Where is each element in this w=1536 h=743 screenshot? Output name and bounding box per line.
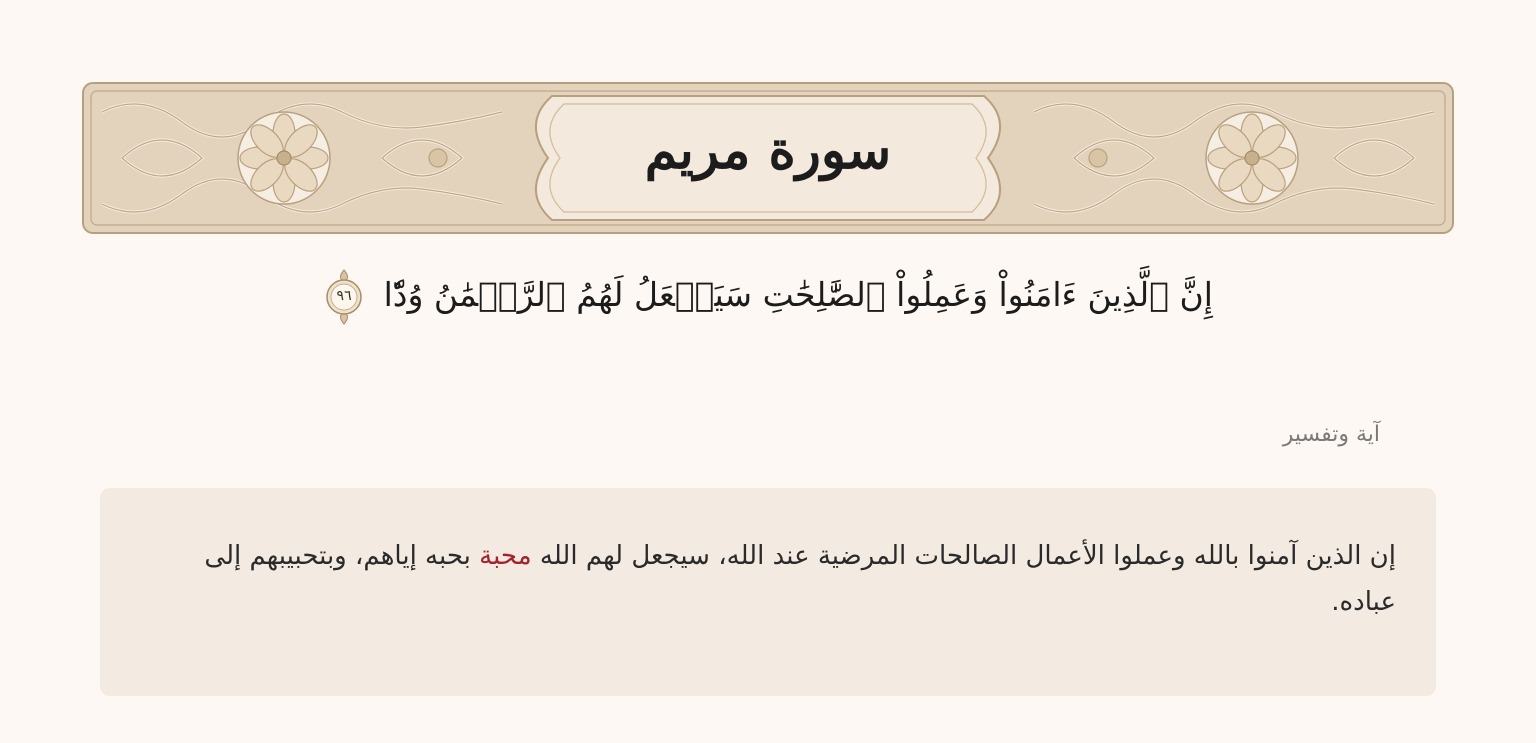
ayah-end-ornament-icon <box>323 268 365 326</box>
tafsir-text-part-1: إن الذين آمنوا بالله وعملوا الأعمال الصالحات المرضية عند الله، سيجعل لهم الله <box>531 541 1396 571</box>
tafsir-highlighted-word[interactable]: محبة <box>479 541 532 571</box>
tafsir-card <box>100 488 1436 696</box>
verse-text: إِنَّ ٱلَّذِينَ ءَامَنُواْ وَعَمِلُواْ ٱلصَّٰلِحَٰتِ سَيَجۡعَلُ لَهُمُ ٱلرَّحۡمَٰنُ وُدّٗا <box>383 275 1213 314</box>
tafsir-text-part-2: بحبه إياهم، وبتحبيبهم إلى عباده. <box>204 541 1396 617</box>
tafsir-section-label: آية وتفسير <box>1282 422 1380 447</box>
ayah-number: ٩٦ <box>336 288 352 304</box>
verse-line <box>150 268 1386 326</box>
surah-header-banner <box>82 82 1454 234</box>
tafsir-text <box>138 534 1396 625</box>
surah-title: سورة مريم <box>644 120 892 181</box>
